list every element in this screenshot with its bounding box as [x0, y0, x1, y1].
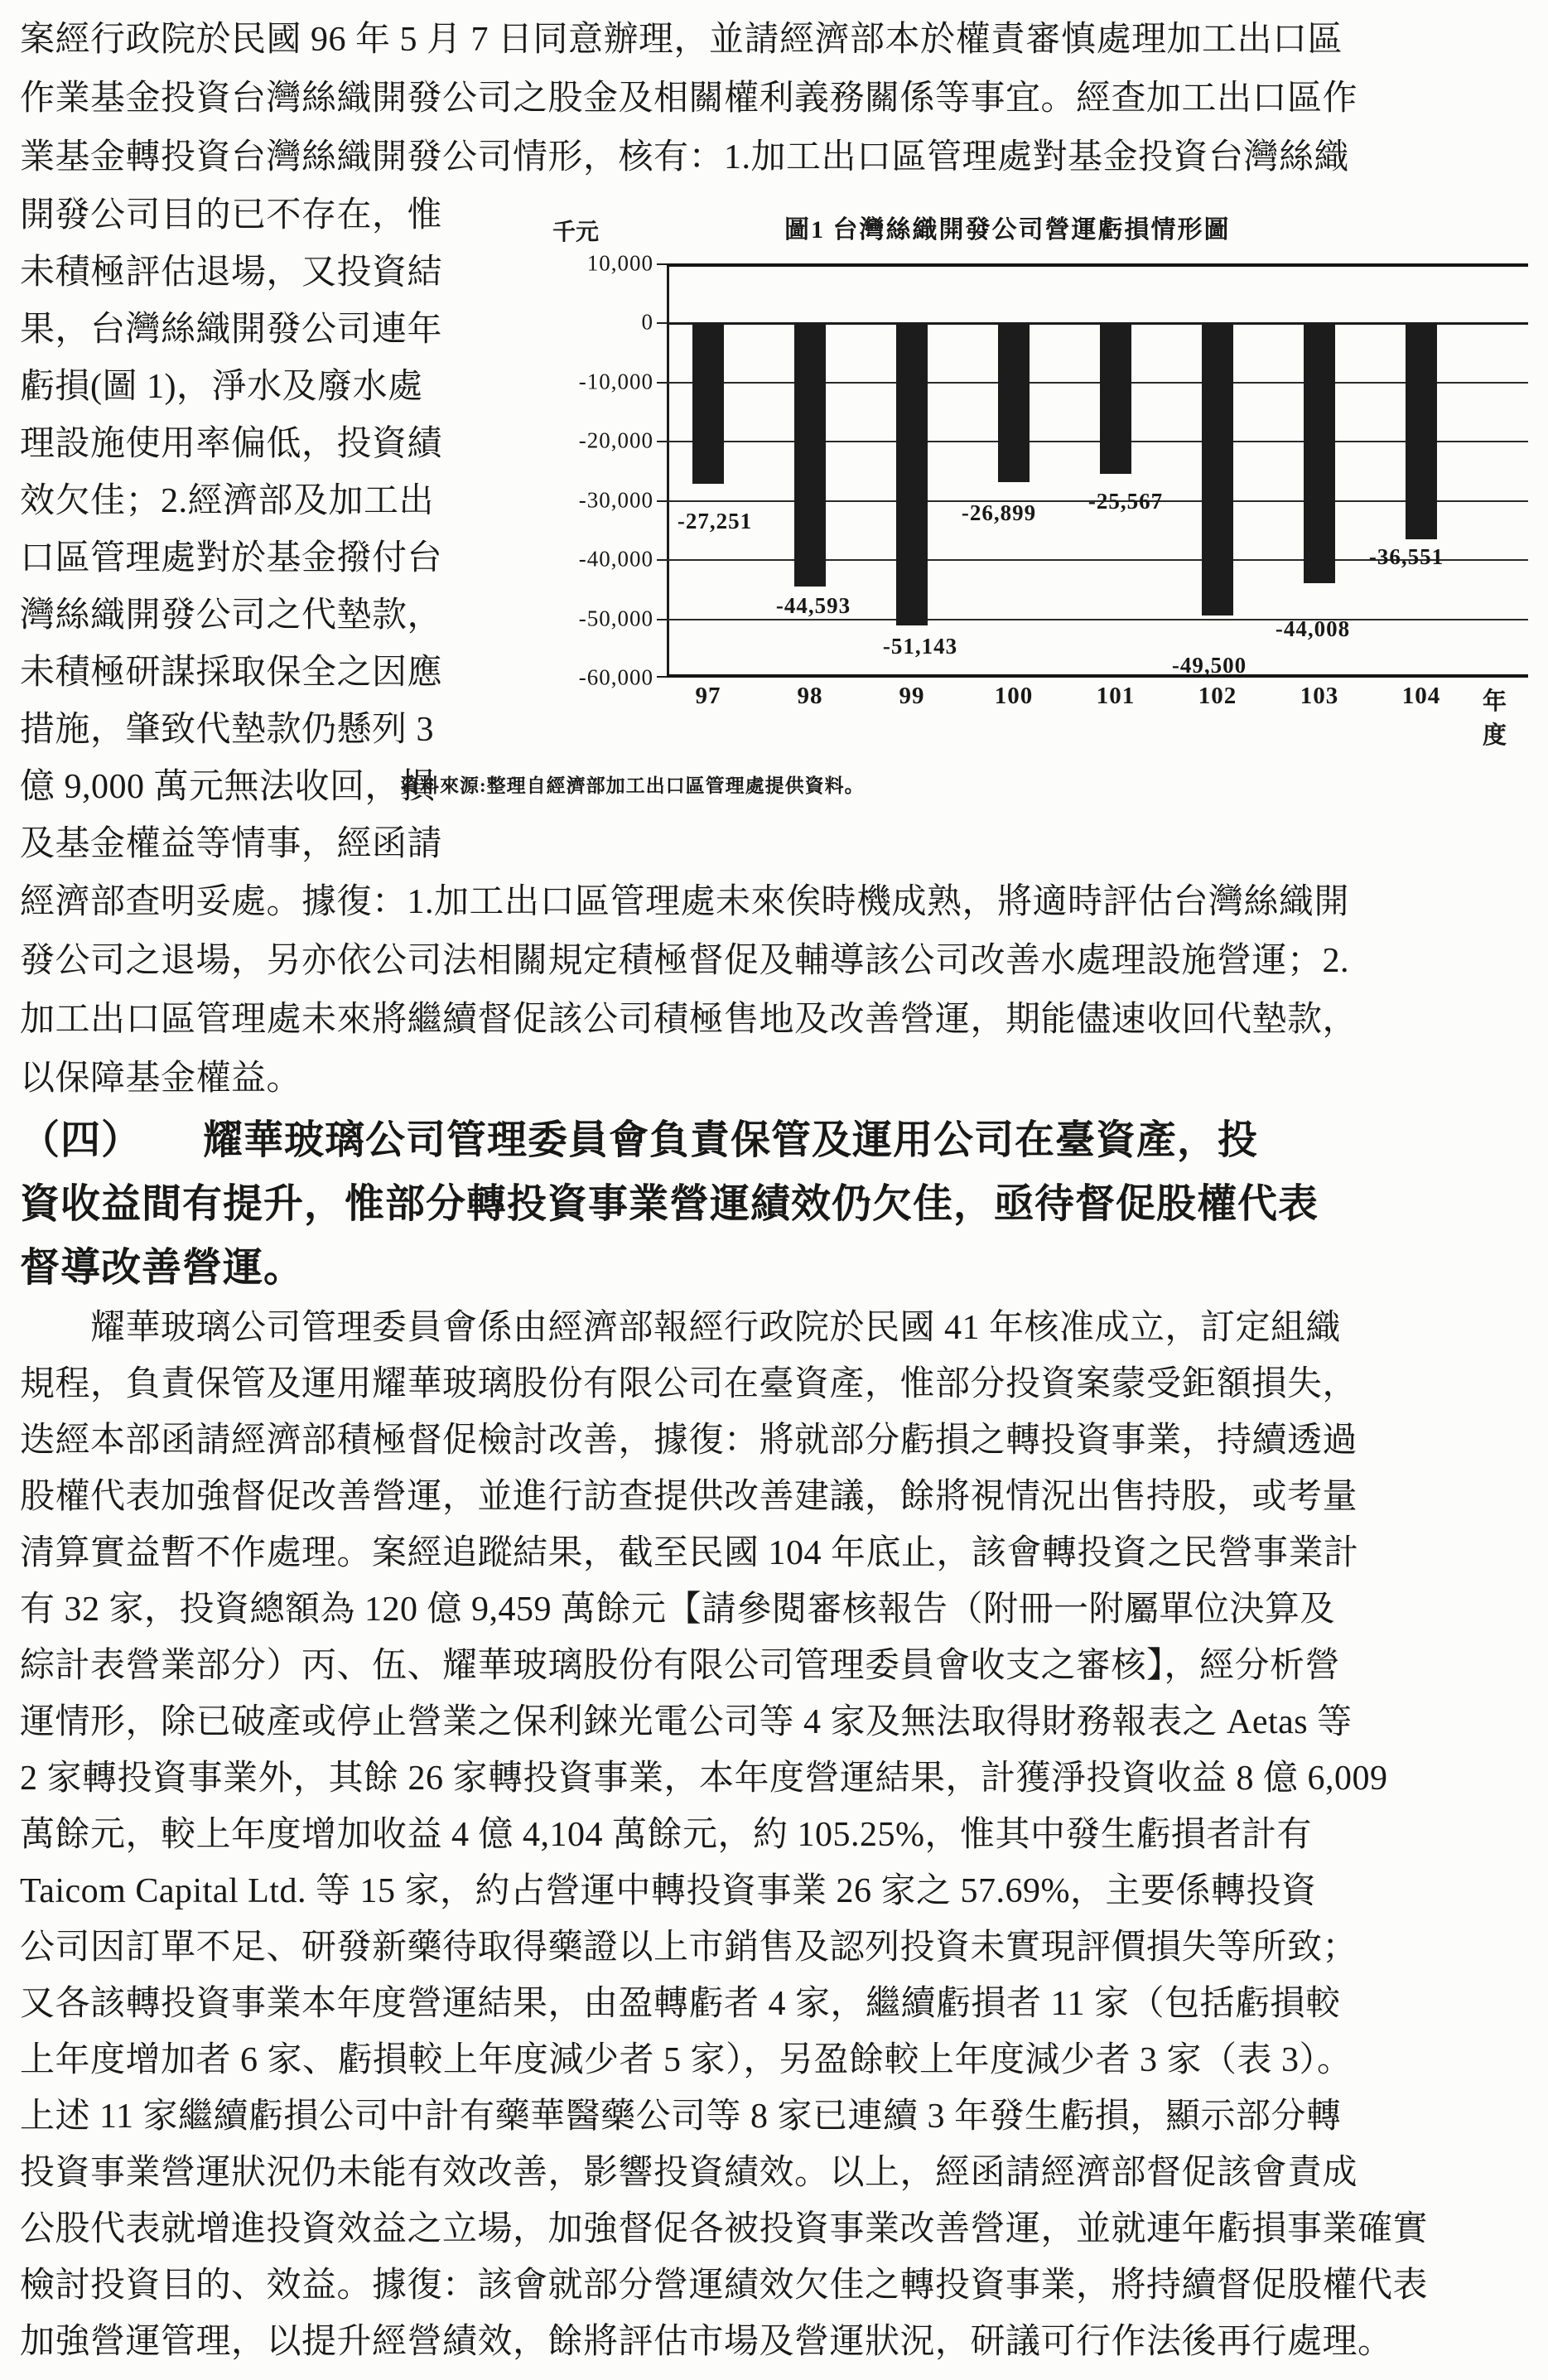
bar-year-97 [692, 324, 724, 484]
bar-year-100 [998, 324, 1030, 481]
text-line: 運情形，除已破產或停止營業之保利錸光電公司等 4 家及無法取得財務報表之 Aetas 等 [20, 1703, 1353, 1741]
x-axis-title: 年度 [1483, 688, 1507, 749]
y-axis-tick-mark [657, 559, 667, 561]
text-line: 灣絲織開發公司之代墊款， [20, 596, 443, 635]
text-line: 督導改善營運。 [20, 1246, 305, 1290]
bar-value-label: -26,899 [961, 500, 1037, 525]
y-tick-label: -30,000 [578, 487, 653, 513]
y-axis-tick-mark [657, 619, 667, 620]
text-line: 發公司之退場，另亦依公司法相關規定積極督促及輔導該公司改善水處理設施營運；2. [20, 942, 1350, 980]
bar-value-label: -51,143 [882, 633, 958, 659]
text-line: 理設施使用率偏低，投資績 [20, 425, 443, 463]
text-line: 億 9,000 萬元無法收回，損 [20, 768, 436, 806]
y-axis-tick-mark [657, 676, 667, 678]
text-line: 口區管理處對於基金撥付台 [20, 539, 443, 577]
text-line: 有 32 家，投資總額為 120 億 9,459 萬餘元【請參閱審核報告（附冊一附屬單位決算及 [20, 1591, 1336, 1629]
x-tick-label: 101 [1096, 683, 1136, 709]
y-axis-line [667, 263, 669, 678]
y-axis-tick-mark [657, 263, 667, 265]
y-axis-tick-mark [657, 441, 667, 442]
y-tick-label: -50,000 [578, 606, 653, 631]
x-tick-label: 97 [695, 683, 721, 709]
bar-value-label: -44,008 [1275, 616, 1351, 641]
text-line: 公司因訂單不足、研發新藥待取得藥證以上市銷售及認列投資未實現評價損失等所致； [20, 1929, 1358, 1967]
text-line: 以保障基金權益。 [20, 1060, 302, 1098]
figure-1-bar-chart [400, 187, 1528, 798]
chart-title: 圖1 台灣絲織開發公司營運虧損情形圖 [784, 216, 1231, 244]
text-line: 未積極研謀採取保全之因應 [20, 654, 443, 692]
text-line: 及基金權益等情事，經函請 [20, 825, 443, 863]
text-line: 又各該轉投資事業本年度營運結果，由盈轉虧者 4 家，繼續虧損者 11 家（包括虧損較 [20, 1985, 1341, 2023]
text-line: 作業基金投資台灣絲織開發公司之股金及相關權利義務關係等事宜。經查加工出口區作 [20, 80, 1358, 118]
text-line: 加強營運管理，以提升經營績效，餘將評估市場及營運狀況，研議可行作法後再行處理。 [20, 2323, 1393, 2361]
paragraph-1-after-chart [20, 873, 1528, 1108]
text-line: 迭經本部函請經濟部積極督促檢討改善，據復：將就部分虧損之轉投資事業，持續透過 [20, 1422, 1358, 1460]
bar-year-101 [1100, 324, 1131, 474]
x-axis-ticks [667, 678, 1528, 749]
text-line: 上述 11 家繼續虧損公司中計有藥華醫藥公司等 8 家已連續 3 年發生虧損，顯示部分轉 [20, 2098, 1342, 2136]
bar-value-label: -36,551 [1368, 543, 1444, 569]
text-line: 未積極評估退場，又投資結 [20, 253, 443, 292]
y-axis-tick-mark [657, 500, 667, 502]
text-line: 規程，負責保管及運用耀華玻璃股份有限公司在臺資產，惟部分投資案蒙受鉅額損失， [20, 1365, 1358, 1403]
x-tick-label: 102 [1198, 683, 1237, 709]
y-tick-label: -10,000 [578, 369, 653, 394]
text-line: 資收益間有提升，惟部分轉投資事業營運績效仍欠佳，亟待督促股權代表 [20, 1182, 1319, 1226]
plot-area [667, 263, 1528, 678]
text-line: 公股代表就增進投資效益之立場，加強督促各被投資事業改善營運，並就連年虧損事業確實 [20, 2210, 1429, 2248]
text-line: 虧損(圖 1)，淨水及廢水處 [20, 368, 423, 406]
y-axis-ticks [438, 250, 667, 690]
paragraph-2 [20, 1300, 1528, 2370]
x-tick-label: 104 [1401, 683, 1441, 709]
x-tick-label: 103 [1300, 683, 1339, 709]
chart-source-note: 資料來源:整理自經濟部加工出口區管理處提供資料。 [400, 775, 865, 796]
text-line: （四） 耀華玻璃公司管理委員會負責保管及運用公司在臺資產，投 [20, 1118, 1259, 1162]
bar-year-99 [896, 324, 928, 625]
text-line: 股權代表加強督促改善營運，並進行訪查提供改善建議，餘將視情況出售持股，或考量 [20, 1478, 1358, 1516]
paragraph-1-left-column [20, 187, 443, 873]
text-line: 上年度增加者 6 家、虧損較上年度減少者 5 家），另盈餘較上年度減少者 3 家（表 3）。 [20, 2041, 1353, 2079]
text-line: 萬餘元，較上年度增加收益 4 億 4,104 萬餘元，約 105.25%，惟其中發生虧損者計有 [20, 1816, 1312, 1854]
y-axis-unit-label: 千元 [552, 220, 600, 245]
text-line: 措施，肇致代墊款仍懸列 3 [20, 711, 435, 749]
text-line: 業基金轉投資台灣絲織開發公司情形，核有：1.加工出口區管理處對基金投資台灣絲織 [20, 138, 1350, 176]
bar-value-label: -27,251 [677, 509, 753, 534]
text-line: Taicom Capital Ltd. 等 15 家，約占營運中轉投資事業 26 家之 57.69%，主要係轉投資 [20, 1872, 1317, 1910]
bar-year-102 [1202, 324, 1233, 616]
text-line: 經濟部查明妥處。據復：1.加工出口區管理處未來俟時機成熟，將適時評估台灣絲織開 [20, 883, 1350, 921]
text-line: 清算實益暫不作處理。案經追蹤結果，截至民國 104 年底止，該會轉投資之民營事業計 [20, 1534, 1359, 1572]
paragraph-1-top [20, 11, 1528, 187]
bar-value-label: -49,500 [1171, 653, 1247, 678]
text-line: 耀華玻璃公司管理委員會係由經濟部報經行政院於民國 41 年核准成立，訂定組織 [20, 1309, 1342, 1347]
gridline [667, 263, 1528, 267]
bar-value-label: -25,567 [1087, 489, 1164, 514]
text-line: 開發公司目的已不存在，惟 [20, 196, 443, 234]
heading-item-4 [20, 1108, 1528, 1300]
text-line: 2 家轉投資事業外，其餘 26 家轉投資事業，本年度營運結果，計獲淨投資收益 8 億 6,009 [20, 1760, 1388, 1798]
text-line: 案經行政院於民國 96 年 5 月 7 日同意辦理，並請經濟部本於權責審慎處理加工出口區 [20, 21, 1343, 59]
text-line: 綜計表營業部分）丙、伍、耀華玻璃股份有限公司管理委員會收支之審核】，經分析營 [20, 1647, 1341, 1685]
bar-value-label: -44,593 [775, 592, 851, 618]
plot-row [438, 250, 1528, 690]
y-tick-label: -20,000 [578, 427, 653, 453]
text-line: 效欠佳；2.經濟部及加工出 [20, 482, 435, 520]
text-line: 果，台灣絲織開發公司連年 [20, 311, 443, 349]
y-tick-label: 10,000 [586, 250, 653, 276]
y-tick-label: -40,000 [578, 546, 653, 572]
y-tick-label: 0 [641, 309, 653, 335]
y-axis-tick-mark [657, 322, 667, 324]
text-line: 投資事業營運狀況仍未能有效改善，影響投資績效。以上，經函請經濟部督促該會責成 [20, 2154, 1358, 2192]
y-tick-label: -60,000 [578, 664, 653, 690]
text-line: 檢討投資目的、效益。據復：該會就部分營運績效欠佳之轉投資事業，將持續督促股權代表 [20, 2267, 1429, 2305]
text-line: 加工出口區管理處未來將繼續督促該公司積極售地及改善營運，期能儘速收回代墊款， [20, 1001, 1358, 1039]
bar-year-103 [1304, 324, 1335, 582]
bar-year-98 [794, 324, 826, 587]
text-and-chart-section [20, 187, 1528, 873]
bar-year-104 [1406, 324, 1437, 538]
x-tick-label: 99 [899, 683, 925, 709]
x-tick-label: 98 [797, 683, 823, 709]
y-axis-tick-mark [657, 382, 667, 384]
x-tick-label: 100 [994, 683, 1034, 709]
